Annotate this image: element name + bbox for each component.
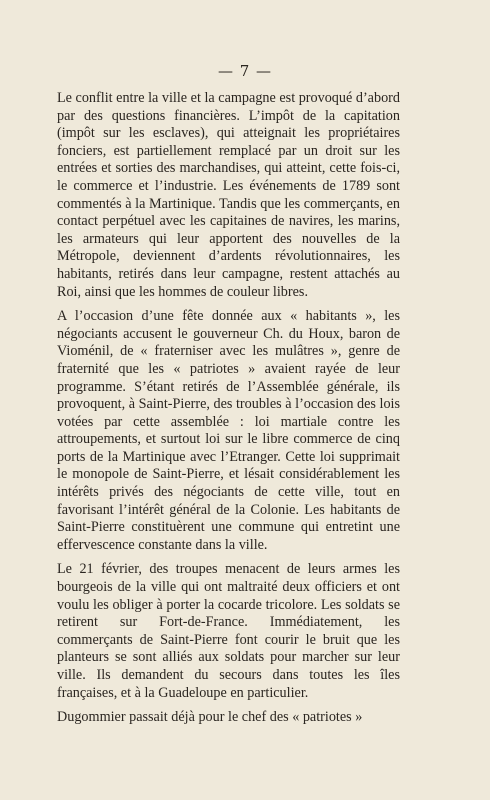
page-number: — 7 — <box>217 62 273 80</box>
paragraph-1: Le conflit entre la ville et la campagne est provoqué d’abord par des questions financières. L’impôt de la capitation (impôt sur les esclaves), qui atteignait les propriétaires fonciers, est partiellement remplacé par un droit sur les entrées et sorties des marchandises, qui atteint, cette fois-ci, le commerce et l’industrie. Les événements de 1789 sont commentés à la Martinique. Tandis que les commerçants, en contact perpétuel avec les capitaines de navires, les marins, les armateurs qui leur apportent des nouvelles de la Métropole, deviennent d’ardents révolutionnaires, les habitants, retirés dans leur campagne, restent attachés au Roi, ainsi que les hommes de couleur libres. <box>57 90 400 300</box>
paragraph-4: Dugommier passait déjà pour le chef des « patriotes » <box>57 709 363 726</box>
paragraph-2: A l’occasion d’une fête donnée aux « habitants », les négociants accusent le gouverneur Ch. du Houx, baron de Vioménil, de « fraterniser avec les mulâtres », genre de fraternité que les « patriotes » avaient rayée de leur programme. S’étant retirés de l’Assemblée générale, ils provoquent, à Saint-Pierre, des troubles à l’occasion des lois votées par cette assemblée : loi martiale contre les attroupements, et surtout loi sur le libre commerce de cinq ports de la Martinique avec l’Etranger. Cette loi supprimait le monopole de Saint-Pierre, et lésait considérablement les intérêts privés des négociants de cette ville, tout en favorisant l’intérêt général de la Colonie. Les habitants de Saint-Pierre constituèrent une commune qui entretint une effervescence constante dans la ville. <box>57 308 400 553</box>
paragraph-3: Le 21 février, des troupes menacent de leurs armes les bourgeois de la ville qui ont maltraité deux officiers et ont voulu les obliger à porter la cocarde tricolore. Les soldats se retirent sur Fort-de-France. Immédiatement, les commerçants de Saint-Pierre font courir le bruit que les planteurs se sont alliés aux soldats pour marcher sur leur ville. Ils demandent du secours dans toutes les îles françaises, et à la Guadeloupe en particulier. <box>57 561 400 701</box>
body-text <box>57 90 400 727</box>
